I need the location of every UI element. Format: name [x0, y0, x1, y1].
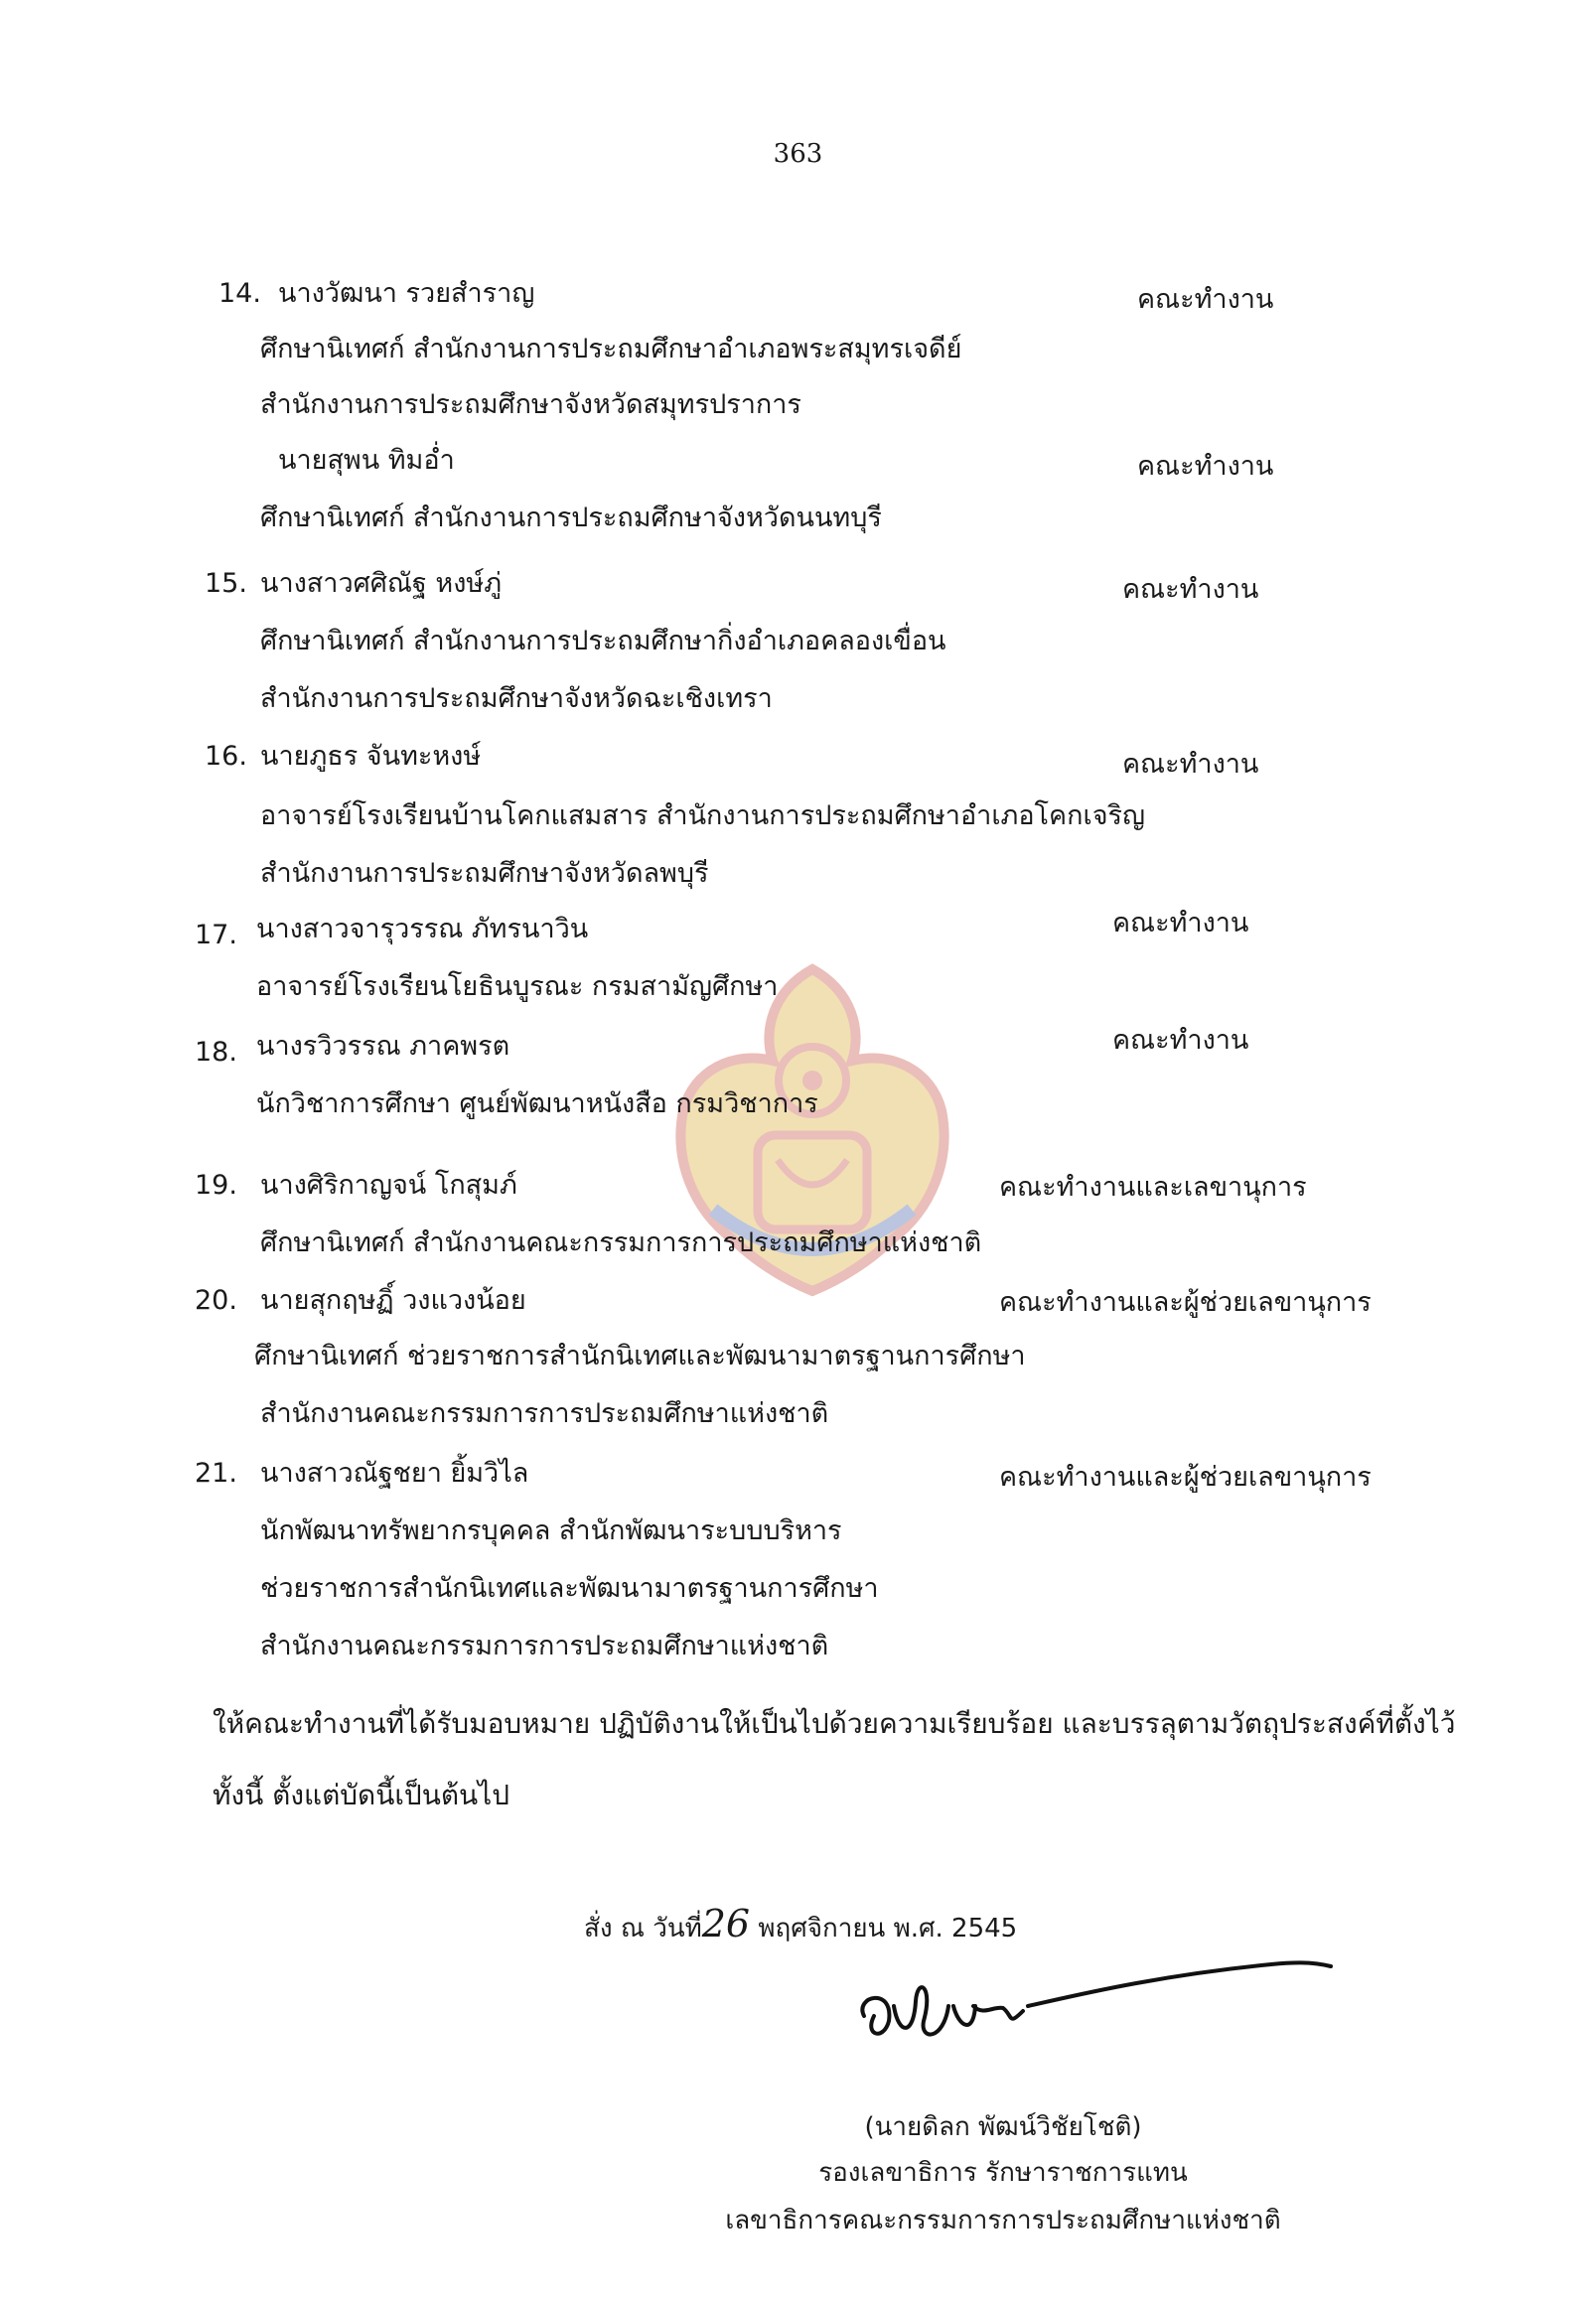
- member-name: นางสาวจารุวรรณ ภัทรนาวิน: [256, 914, 589, 944]
- member-detail: อาจารย์โรงเรียนบ้านโคกแสมสาร สำนักงานการประถมศึกษาอำเภอโคกเจริญ: [260, 800, 1146, 831]
- member-name: นางสาวศศิณัฐ หงษ์ภู่: [260, 568, 502, 599]
- member-detail: สำนักงานการประถมศึกษาจังหวัดสมุทรปราการ: [260, 389, 801, 420]
- signatory-name: (นายดิลก พัฒน์วิชัยโชติ): [864, 2112, 1142, 2142]
- member-detail: อาจารย์โรงเรียนโยธินบูรณะ กรมสามัญศึกษา: [256, 971, 779, 1002]
- member-detail: ศึกษานิเทศก์ สำนักงานการประถมศึกษากิ่งอำเภอคลองเขื่อน: [260, 626, 946, 656]
- member-name: นางรวิวรรณ ภาคพรต: [256, 1031, 510, 1062]
- member-role: คณะทำงาน: [1137, 451, 1274, 482]
- member-name: นายภูธร จันทะหงษ์: [260, 741, 482, 772]
- entry-number: 16.: [205, 741, 247, 772]
- member-detail: นักพัฒนาทรัพยากรบุคคล สำนักพัฒนาระบบบริหาร: [260, 1515, 842, 1546]
- entry-number: 15.: [205, 568, 247, 599]
- signatory-organization: เลขาธิการคณะกรรมการการประถมศึกษาแห่งชาติ: [725, 2206, 1281, 2235]
- member-detail: สำนักงานการประถมศึกษาจังหวัดฉะเชิงเทรา: [260, 683, 773, 714]
- entry-number: 19.: [195, 1170, 237, 1201]
- member-detail: สำนักงานคณะกรรมการการประถมศึกษาแห่งชาติ: [260, 1631, 829, 1661]
- member-name: นางสาวณัฐชยา ยิ้มวิไล: [260, 1458, 529, 1489]
- member-name: นายสุกฤษฏิ์ วงแวงน้อย: [260, 1285, 526, 1316]
- member-name: นายสุพน ทิมอ่ำ: [278, 445, 455, 476]
- entry-number: 14.: [218, 278, 261, 309]
- closing-line-1: ให้คณะทำงานที่ได้รับมอบหมาย ปฏิบัติงานให้เป็นไปด้วยความเรียบร้อย และบรรลุตามวัตถุประสงค์ที่ตั้งไว้: [213, 1707, 1456, 1740]
- member-role: คณะทำงาน: [1122, 749, 1259, 780]
- member-detail: ศึกษานิเทศก์ ช่วยราชการสำนักนิเทศและพัฒนามาตรฐานการศึกษา: [254, 1341, 1026, 1371]
- member-detail: ช่วยราชการสำนักนิเทศและพัฒนามาตรฐานการศึกษา: [260, 1573, 879, 1604]
- order-date: [584, 1902, 1017, 1948]
- member-role: คณะทำงานและผู้ช่วยเลขานุการ: [999, 1462, 1372, 1493]
- member-role: คณะทำงาน: [1137, 284, 1274, 315]
- page-number: 363: [773, 139, 823, 169]
- order-date-month-year: พฤศจิกายน พ.ศ. 2545: [758, 1914, 1018, 1943]
- entry-number: 20.: [195, 1285, 237, 1316]
- member-role: คณะทำงาน: [1112, 908, 1249, 938]
- member-name: นางศิริกาญจน์ โกสุมภ์: [260, 1170, 517, 1201]
- signatory-position: รองเลขาธิการ รักษาราชการแทน: [818, 2158, 1188, 2188]
- member-detail: นักวิชาการศึกษา ศูนย์พัฒนาหนังสือ กรมวิชาการ: [256, 1088, 818, 1119]
- member-role: คณะทำงาน: [1122, 574, 1259, 605]
- order-date-day: 26: [701, 1902, 751, 1945]
- member-detail: สำนักงานคณะกรรมการการประถมศึกษาแห่งชาติ: [260, 1398, 829, 1429]
- member-role: คณะทำงานและผู้ช่วยเลขานุการ: [999, 1287, 1372, 1318]
- entry-number: 17.: [195, 920, 237, 950]
- member-detail: ศึกษานิเทศก์ สำนักงานการประถมศึกษาอำเภอพระสมุทรเจดีย์: [260, 334, 962, 364]
- entry-number: 21.: [195, 1458, 237, 1489]
- member-role: คณะทำงานและเลขานุการ: [999, 1172, 1307, 1203]
- member-detail: สำนักงานการประถมศึกษาจังหวัดลพบุรี: [260, 858, 709, 889]
- member-detail: ศึกษานิเทศก์ สำนักงานการประถมศึกษาจังหวัดนนทบุรี: [260, 503, 882, 533]
- order-date-prefix: สั่ง ณ วันที่: [584, 1914, 702, 1943]
- handwritten-signature: [854, 1946, 1351, 2056]
- member-name: นางวัฒนา รวยสำราญ: [278, 278, 535, 309]
- member-detail: ศึกษานิเทศก์ สำนักงานคณะกรรมการการประถมศึกษาแห่งชาติ: [260, 1227, 982, 1258]
- member-role: คณะทำงาน: [1112, 1025, 1249, 1056]
- closing-line-2: ทั้งนี้ ตั้งแต่บัดนี้เป็นต้นไป: [213, 1779, 510, 1811]
- entry-number: 18.: [195, 1037, 237, 1068]
